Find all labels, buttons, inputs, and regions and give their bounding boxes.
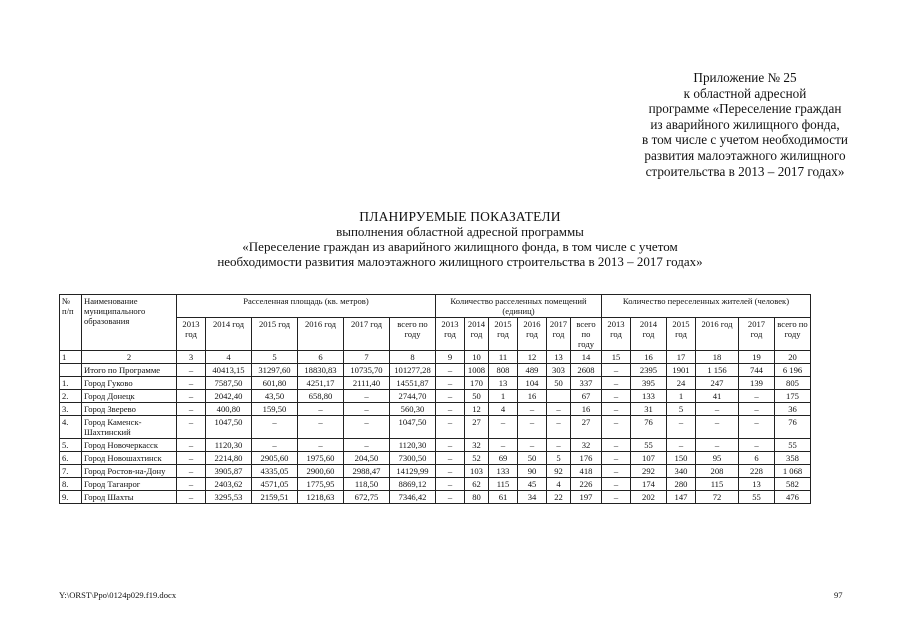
table-cell: 50 [547,377,571,390]
header-total: всего по году [571,318,602,351]
table-row [60,416,811,439]
table-cell: 7300,50 [390,452,436,465]
header-year: 2013 год [177,318,206,351]
table-cell: 2900,60 [298,465,344,478]
appendix-line: к областной адресной [683,85,807,101]
table-cell: 2905,60 [252,452,298,465]
row-number: 7. [60,465,82,478]
page-number: 97 [834,590,843,600]
table-cell: 36 [775,403,811,416]
municipality-name: Город Шахты [82,491,177,504]
header-year: 2013 год [436,318,465,351]
row-number: 1. [60,377,82,390]
table-cell: 14551,87 [390,377,436,390]
header-year: 2014 год [206,318,252,351]
title-line: «Переселение граждан из аварийного жилищного фонда, в том числе с учетом [242,239,678,254]
column-number: 15 [602,351,631,364]
table-cell: 280 [667,478,696,491]
table-cell: 226 [571,478,602,491]
table-cell: 150 [667,452,696,465]
header-year: 2016 год [518,318,547,351]
table-cell: – [298,416,344,439]
header-year: 2017 год [547,318,571,351]
header-rooms: Количество расселенных помещений (единиц) [436,295,602,318]
table-cell: – [436,364,465,377]
column-number: 3 [177,351,206,364]
table-cell: – [739,403,775,416]
column-number: 18 [696,351,739,364]
table-cell: 118,50 [344,478,390,491]
table-cell: 31297,60 [252,364,298,377]
table-cell: 52 [465,452,489,465]
municipality-name: Город Зверево [82,403,177,416]
table-cell: 2744,70 [390,390,436,403]
table-cell: – [739,439,775,452]
table-cell: 4 [547,478,571,491]
table-cell: 6 196 [775,364,811,377]
header-name: Наименование муниципального образования [82,295,177,351]
column-number: 7 [344,351,390,364]
header-year: 2015 год [252,318,298,351]
table-cell: 2608 [571,364,602,377]
municipality-name: Город Таганрог [82,478,177,491]
table-cell: 27 [465,416,489,439]
table-cell: – [436,390,465,403]
table-cell: 805 [775,377,811,390]
table-cell: 2159,51 [252,491,298,504]
table-cell: – [344,416,390,439]
column-number: 20 [775,351,811,364]
table-row [60,364,811,377]
table-cell: – [177,403,206,416]
column-number: 13 [547,351,571,364]
column-number: 14 [571,351,602,364]
table-cell: 2042,40 [206,390,252,403]
table-cell: 1047,50 [206,416,252,439]
table-cell: 292 [631,465,667,478]
table-cell: 228 [739,465,775,478]
table-cell: 101277,28 [390,364,436,377]
table-cell [547,390,571,403]
table-cell: – [177,465,206,478]
table-cell: 14129,99 [390,465,436,478]
municipality-name: Город Донецк [82,390,177,403]
table-cell: 16 [518,390,547,403]
header-year: 2016 год [696,318,739,351]
table-cell: 489 [518,364,547,377]
table-cell: 2403,62 [206,478,252,491]
table-cell: 24 [667,377,696,390]
table-cell: 3905,87 [206,465,252,478]
table-cell: 8869,12 [390,478,436,491]
table-cell: 40413,15 [206,364,252,377]
table-cell: 115 [489,478,518,491]
table-cell: 3295,53 [206,491,252,504]
table-cell: – [489,439,518,452]
table-cell: 76 [775,416,811,439]
table-cell: 133 [489,465,518,478]
row-number: 4. [60,416,82,439]
table-row [60,377,811,390]
table-cell: 115 [696,478,739,491]
table-cell: 55 [631,439,667,452]
table-cell: 4335,05 [252,465,298,478]
table-cell: – [602,491,631,504]
municipality-name: Город Новочеркасск [82,439,177,452]
table-cell: – [602,478,631,491]
table-row [60,439,811,452]
header-total: всего по году [775,318,811,351]
table-cell: 13 [739,478,775,491]
table-cell: 139 [739,377,775,390]
table-cell: 22 [547,491,571,504]
table-cell: 18830,83 [298,364,344,377]
table-cell: 1 068 [775,465,811,478]
table-cell: 69 [489,452,518,465]
municipality-name: Итого по Программе [82,364,177,377]
table-cell: 560,30 [390,403,436,416]
table-cell: 5 [547,452,571,465]
table-row [60,390,811,403]
table-cell: 45 [518,478,547,491]
table-cell: 197 [571,491,602,504]
header-residents: Количество переселенных жителей (человек) [602,295,811,318]
header-area: Расселенная площадь (кв. метров) [177,295,436,318]
table-cell: 7587,50 [206,377,252,390]
table-cell: 175 [775,390,811,403]
table-cell: 202 [631,491,667,504]
table-cell: – [436,416,465,439]
table-cell: – [602,465,631,478]
table-cell: 4 [489,403,518,416]
row-number: 6. [60,452,82,465]
table-cell: – [177,416,206,439]
column-number: 5 [252,351,298,364]
row-number: 9. [60,491,82,504]
table-cell: 744 [739,364,775,377]
table-cell: 32 [465,439,489,452]
table-cell: – [436,403,465,416]
table-cell: – [696,416,739,439]
table-cell: 6 [739,452,775,465]
header-year: 2017 год [739,318,775,351]
table-cell: 4571,05 [252,478,298,491]
table-cell: 2214,80 [206,452,252,465]
table-cell: 62 [465,478,489,491]
column-number: 9 [436,351,465,364]
table-cell: – [177,439,206,452]
table-cell: – [739,390,775,403]
table-cell: 4251,17 [298,377,344,390]
table-cell: 303 [547,364,571,377]
table-cell: 2395 [631,364,667,377]
appendix-note [580,70,905,179]
header-num: № п/п [60,295,82,351]
table-cell: 2988,47 [344,465,390,478]
table-cell: – [602,377,631,390]
column-number: 10 [465,351,489,364]
table-cell: – [344,390,390,403]
header-total: всего по году [390,318,436,351]
table-cell: 208 [696,465,739,478]
column-number: 4 [206,351,252,364]
header-year: 2013 год [602,318,631,351]
table-cell: – [547,403,571,416]
table-cell: 247 [696,377,739,390]
table-cell: 27 [571,416,602,439]
column-number: 1 [60,351,82,364]
table-cell: 1218,63 [298,491,344,504]
table-cell: – [547,416,571,439]
table-cell: 337 [571,377,602,390]
table-cell: 5 [667,403,696,416]
table-cell: – [436,465,465,478]
table-cell: – [436,478,465,491]
table-cell: 476 [775,491,811,504]
row-number: 3. [60,403,82,416]
table-cell: – [298,439,344,452]
table-cell: – [696,403,739,416]
table-row [60,478,811,491]
table-cell: – [667,439,696,452]
table-cell: – [518,403,547,416]
table-cell: 92 [547,465,571,478]
table-cell: – [489,416,518,439]
table-cell: – [518,416,547,439]
header-year: 2014 год [631,318,667,351]
table-cell: 31 [631,403,667,416]
table-cell: – [602,452,631,465]
table-cell: 133 [631,390,667,403]
table-cell: – [436,452,465,465]
file-path: Y:\ORST\Ppo\0124p029.f19.docx [59,590,177,600]
table-cell: 61 [489,491,518,504]
table-cell: 34 [518,491,547,504]
header-row [60,295,811,318]
table-cell: – [436,491,465,504]
header-year: 2017 год [344,318,390,351]
header-year: 2015 год [489,318,518,351]
table-cell: 7346,42 [390,491,436,504]
table-cell: – [602,439,631,452]
table-row [60,403,811,416]
table-cell: 582 [775,478,811,491]
table-cell: 1975,60 [298,452,344,465]
table-cell: – [436,377,465,390]
table-cell: 1047,50 [390,416,436,439]
table-cell: 1 [489,390,518,403]
table-cell: – [602,416,631,439]
table-cell: 400,80 [206,403,252,416]
header-year: 2014 год [465,318,489,351]
table-row [60,452,811,465]
table-cell: 72 [696,491,739,504]
header-year: 2016 год [298,318,344,351]
table-cell: – [177,377,206,390]
table-cell: – [252,416,298,439]
column-number: 11 [489,351,518,364]
column-number: 6 [298,351,344,364]
table-cell: 1901 [667,364,696,377]
table-cell: 50 [465,390,489,403]
municipality-name: Город Каменск-Шахтинский [82,416,177,439]
table-cell: 1775,95 [298,478,344,491]
table-cell: 41 [696,390,739,403]
table-cell: – [252,439,298,452]
appendix-line: строительства в 2013 – 2017 годах» [645,163,845,179]
table-cell: 104 [518,377,547,390]
table-cell: 13 [489,377,518,390]
title-main: ПЛАНИРУЕМЫЕ ПОКАЗАТЕЛИ [359,209,561,224]
table-cell: 170 [465,377,489,390]
column-number: 8 [390,351,436,364]
table-cell: 672,75 [344,491,390,504]
table-cell: 55 [775,439,811,452]
table-cell: – [547,439,571,452]
table-cell: – [518,439,547,452]
appendix-line: программе «Переселение граждан [648,101,842,117]
table-cell: 2111,40 [344,377,390,390]
indicators-table [59,294,811,504]
table-cell: – [739,416,775,439]
table-cell: 601,80 [252,377,298,390]
municipality-name: Город Ростов-на-Дону [82,465,177,478]
table-row [60,465,811,478]
table-cell: – [667,416,696,439]
table-cell: 1120,30 [206,439,252,452]
municipality-name: Город Новошахтинск [82,452,177,465]
table-cell: 16 [571,403,602,416]
table-cell: 147 [667,491,696,504]
table-cell: – [177,390,206,403]
table-cell: – [602,364,631,377]
appendix-line: из аварийного жилищного фонда, [650,116,840,132]
table-cell: – [298,403,344,416]
table-cell: – [602,390,631,403]
table-cell: 67 [571,390,602,403]
table-cell: 90 [518,465,547,478]
table-cell: 103 [465,465,489,478]
table-cell: 395 [631,377,667,390]
table-cell: – [344,403,390,416]
title-line: необходимости развития малоэтажного жилищного строительства в 2013 – 2017 годах» [217,254,703,269]
table-cell: 1008 [465,364,489,377]
table-cell: 10735,70 [344,364,390,377]
column-number: 2 [82,351,177,364]
table-cell: 176 [571,452,602,465]
table-cell: 95 [696,452,739,465]
appendix-line: в том числе с учетом необходимости [642,132,848,148]
column-numbers-row [60,351,811,364]
appendix-line: развития малоэтажного жилищного [644,147,846,163]
row-number [60,364,82,377]
column-number: 19 [739,351,775,364]
table-cell: 658,80 [298,390,344,403]
table-cell: 80 [465,491,489,504]
document-title [100,209,820,269]
title-line: выполнения областной адресной программы [336,224,584,239]
table-cell: 340 [667,465,696,478]
table-row [60,491,811,504]
table-body [60,351,811,504]
row-number: 2. [60,390,82,403]
table-cell: 32 [571,439,602,452]
table-cell: 174 [631,478,667,491]
table-cell: 159,50 [252,403,298,416]
column-number: 16 [631,351,667,364]
column-number: 17 [667,351,696,364]
table-cell: 204,50 [344,452,390,465]
table-cell: – [177,491,206,504]
appendix-line: Приложение № 25 [693,70,797,85]
column-number: 12 [518,351,547,364]
table-cell: – [602,403,631,416]
header-year: 2015 год [667,318,696,351]
table-cell: 808 [489,364,518,377]
table-cell: 107 [631,452,667,465]
table-cell: 76 [631,416,667,439]
table-cell: – [177,478,206,491]
table-cell: 358 [775,452,811,465]
table-cell: 50 [518,452,547,465]
table-cell: – [696,439,739,452]
table-cell: 43,50 [252,390,298,403]
table-cell: 1120,30 [390,439,436,452]
table-cell: 1 156 [696,364,739,377]
table-cell: – [344,439,390,452]
table-cell: – [177,364,206,377]
municipality-name: Город Гуково [82,377,177,390]
table-cell: – [177,452,206,465]
row-number: 8. [60,478,82,491]
table-cell: – [436,439,465,452]
table-cell: 1 [667,390,696,403]
table-cell: 12 [465,403,489,416]
table-cell: 55 [739,491,775,504]
row-number: 5. [60,439,82,452]
table-cell: 418 [571,465,602,478]
